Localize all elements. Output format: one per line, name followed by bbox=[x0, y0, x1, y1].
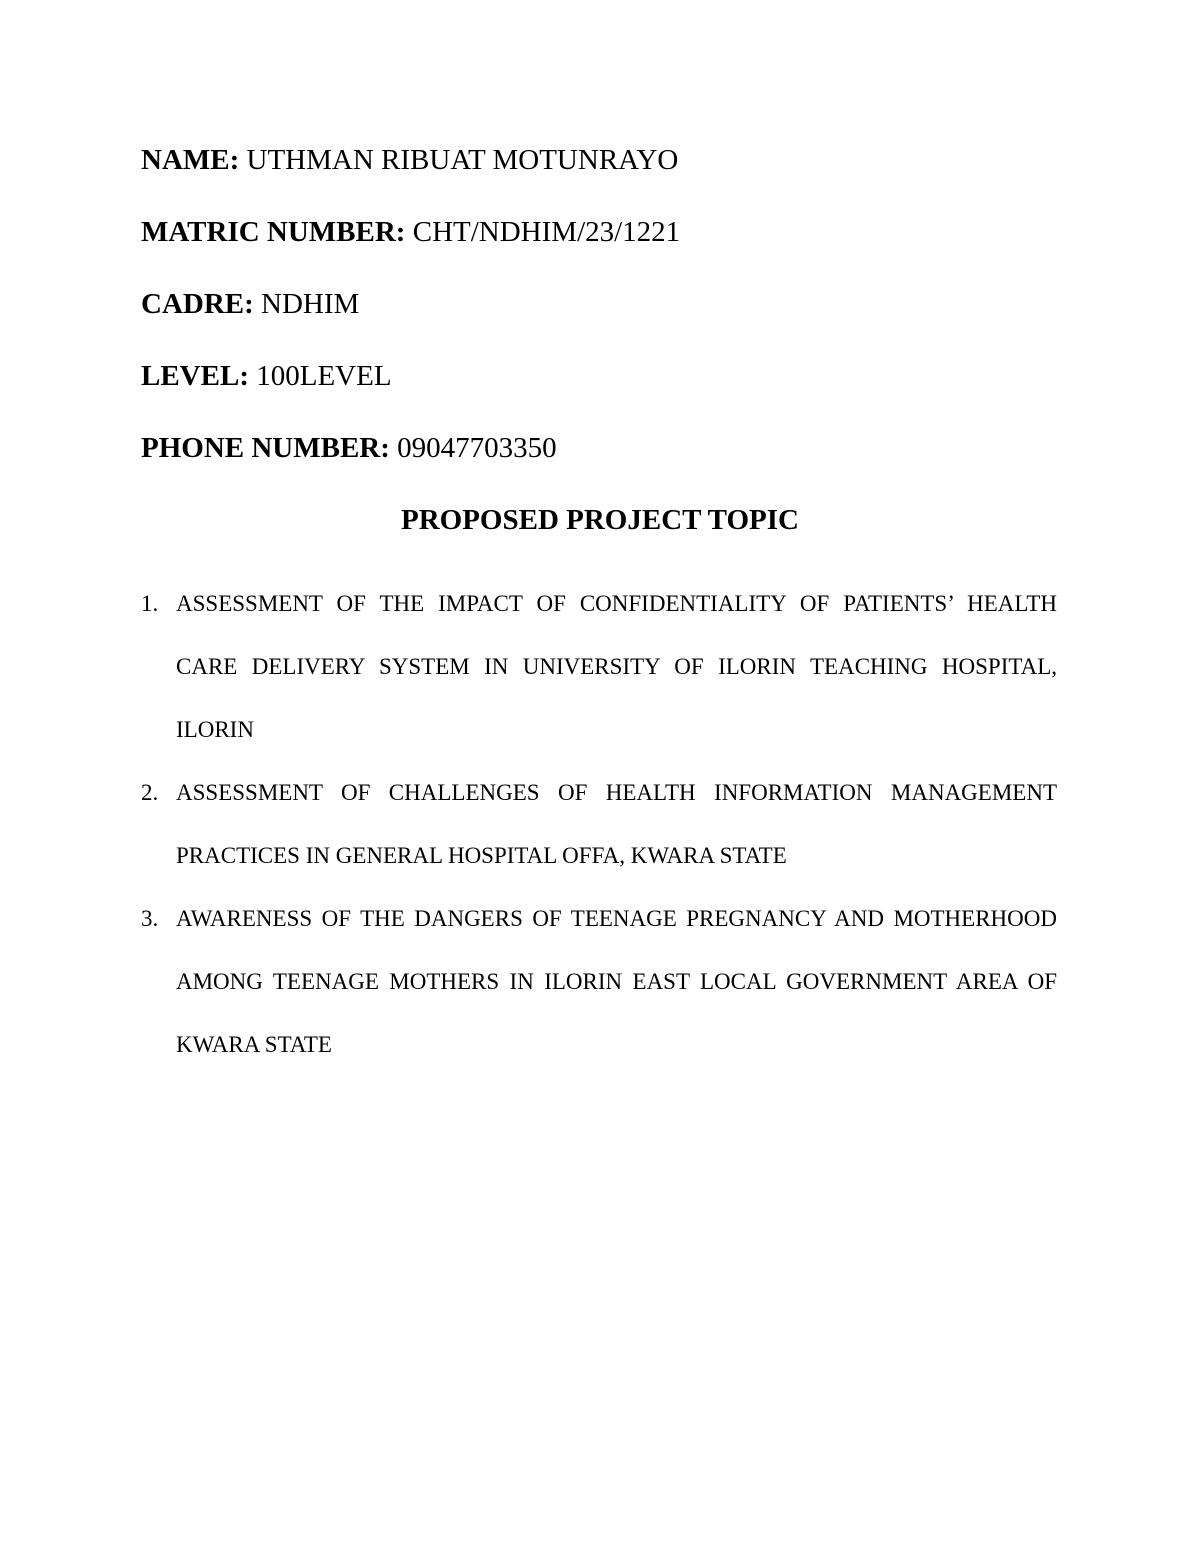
topic-number: 3. bbox=[141, 906, 159, 931]
level-value: 100LEVEL bbox=[256, 360, 392, 392]
topic-number: 2. bbox=[141, 780, 159, 805]
section-heading: PROPOSED PROJECT TOPIC bbox=[400, 504, 799, 536]
topic-list bbox=[141, 572, 1057, 1076]
name-value: UTHMAN RIBUAT MOTUNRAYO bbox=[246, 144, 679, 176]
topic-item bbox=[141, 572, 1057, 761]
topic-text: ASSESSMENT OF THE IMPACT OF CONFIDENTIALITY OF PATIENTS’ HEALTH CARE DELIVERY SYSTEM IN UNIVERSITY OF ILORIN TEACHING HOSPITAL, ILORIN bbox=[176, 591, 1057, 742]
phone-number-field bbox=[141, 430, 557, 466]
matric-number-value: CHT/NDHIM/23/1221 bbox=[412, 216, 681, 248]
matric-number-field bbox=[141, 214, 680, 250]
topic-text: ASSESSMENT OF CHALLENGES OF HEALTH INFORMATION MANAGEMENT PRACTICES IN GENERAL HOSPITAL OFFA, KWARA STATE bbox=[176, 780, 1057, 868]
topic-item bbox=[141, 887, 1057, 1076]
phone-number-label: PHONE NUMBER: bbox=[141, 432, 390, 464]
name-field bbox=[141, 142, 678, 178]
cadre-label: CADRE: bbox=[141, 288, 254, 320]
topic-item bbox=[141, 761, 1057, 887]
topic-text: AWARENESS OF THE DANGERS OF TEENAGE PREGNANCY AND MOTHERHOOD AMONG TEENAGE MOTHERS IN ILORIN EAST LOCAL GOVERNMENT AREA OF KWARA STATE bbox=[176, 906, 1057, 1057]
cadre-field bbox=[141, 286, 359, 322]
topic-number: 1. bbox=[141, 591, 159, 616]
level-label: LEVEL: bbox=[141, 360, 249, 392]
name-label: NAME: bbox=[141, 144, 240, 176]
cadre-value: NDHIM bbox=[261, 288, 360, 320]
level-field bbox=[141, 358, 392, 394]
matric-number-label: MATRIC NUMBER: bbox=[141, 216, 406, 248]
phone-number-value: 09047703350 bbox=[397, 432, 557, 464]
